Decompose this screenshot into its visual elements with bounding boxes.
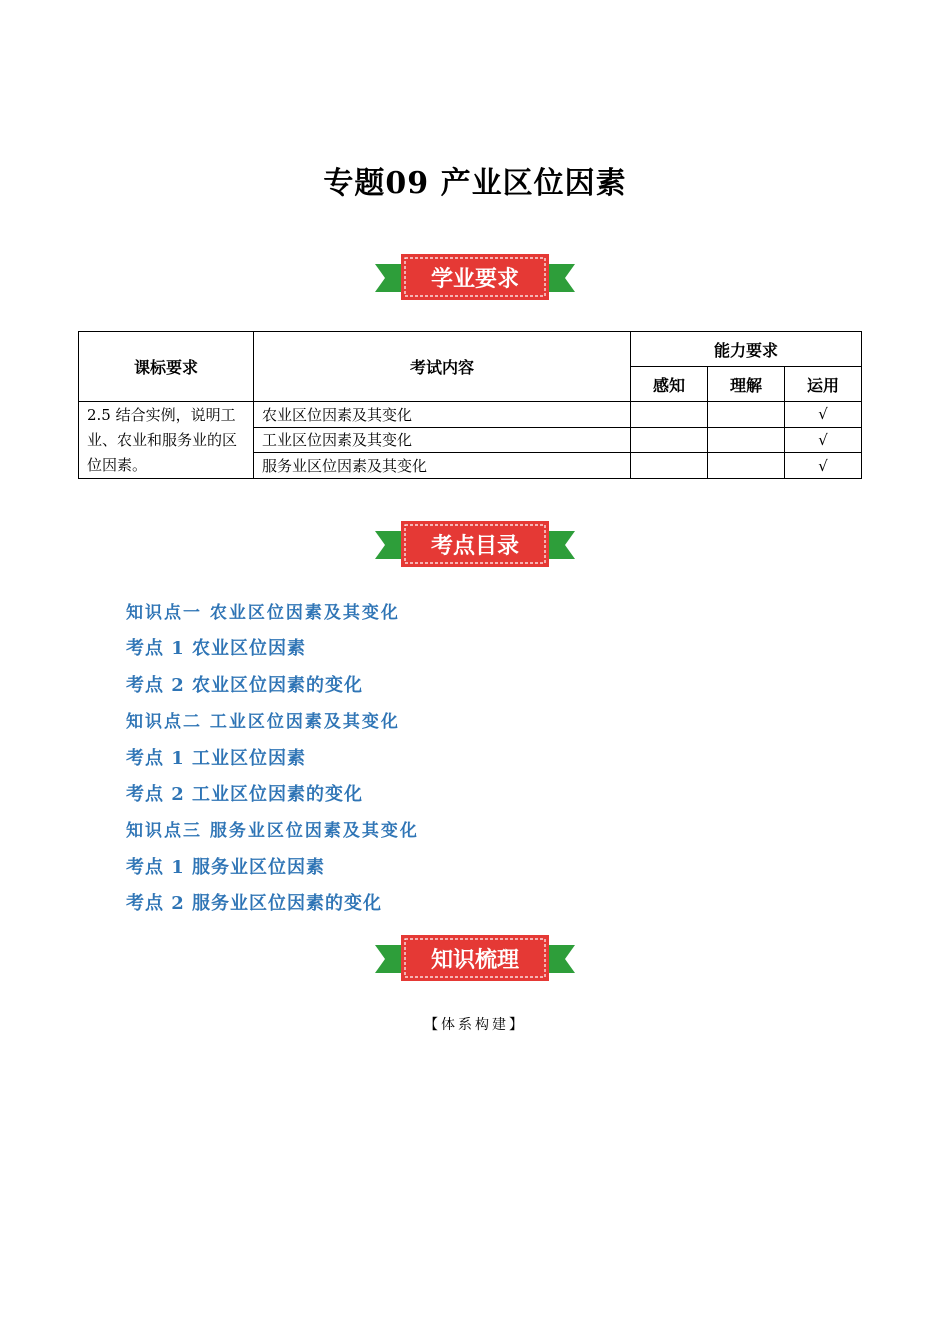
col-perceive-header: 感知	[631, 367, 708, 402]
perceive-cell	[631, 402, 708, 428]
requirements-table	[78, 331, 862, 479]
toc-item[interactable]: 知识点一 农业区位因素及其变化	[126, 603, 400, 623]
banner-toc	[0, 519, 950, 571]
understand-cell	[708, 427, 785, 453]
banner-study-label: 学业要求	[430, 267, 520, 292]
perceive-cell	[631, 453, 708, 479]
banner-knowledge	[0, 933, 950, 985]
toc-item[interactable]: 考点 1 工业区位因素	[126, 747, 307, 769]
col-standard-header: 课标要求	[79, 332, 254, 402]
page-title: 专题09 产业区位因素	[323, 166, 627, 201]
col-understand-header: 理解	[708, 367, 785, 402]
banner-toc-label: 考点目录	[430, 534, 520, 559]
toc-item[interactable]: 考点 2 工业区位因素的变化	[126, 783, 364, 805]
toc-item[interactable]: 考点 1 服务业区位因素	[126, 856, 326, 878]
toc-item[interactable]: 知识点二 工业区位因素及其变化	[126, 712, 400, 733]
content-cell: 农业区位因素及其变化	[254, 402, 631, 428]
toc-item[interactable]: 考点 2 服务业区位因素的变化	[126, 893, 383, 915]
apply-cell: √	[785, 453, 862, 479]
understand-cell	[708, 453, 785, 479]
standard-cell: 2.5 结合实例，说明工业、农业和服务业的区位因素。	[79, 402, 254, 479]
banner-knowledge-label: 知识梳理	[430, 948, 520, 973]
system-construction-label: 【体系构建】	[424, 1017, 526, 1033]
toc-item[interactable]: 考点 2 农业区位因素的变化	[126, 674, 364, 696]
perceive-cell	[631, 427, 708, 453]
understand-cell	[708, 402, 785, 428]
col-content-header: 考试内容	[254, 332, 631, 402]
banner-study-requirements	[0, 252, 950, 304]
toc-list	[126, 598, 419, 926]
apply-cell: √	[785, 402, 862, 428]
col-ability-header: 能力要求	[631, 332, 862, 367]
col-apply-header: 运用	[785, 367, 862, 402]
content-cell: 工业区位因素及其变化	[254, 427, 631, 453]
toc-item[interactable]: 考点 1 农业区位因素	[126, 638, 307, 660]
table-row	[79, 402, 862, 428]
apply-cell: √	[785, 427, 862, 453]
content-cell: 服务业区位因素及其变化	[254, 453, 631, 479]
toc-item[interactable]: 知识点三 服务业区位因素及其变化	[126, 821, 419, 842]
